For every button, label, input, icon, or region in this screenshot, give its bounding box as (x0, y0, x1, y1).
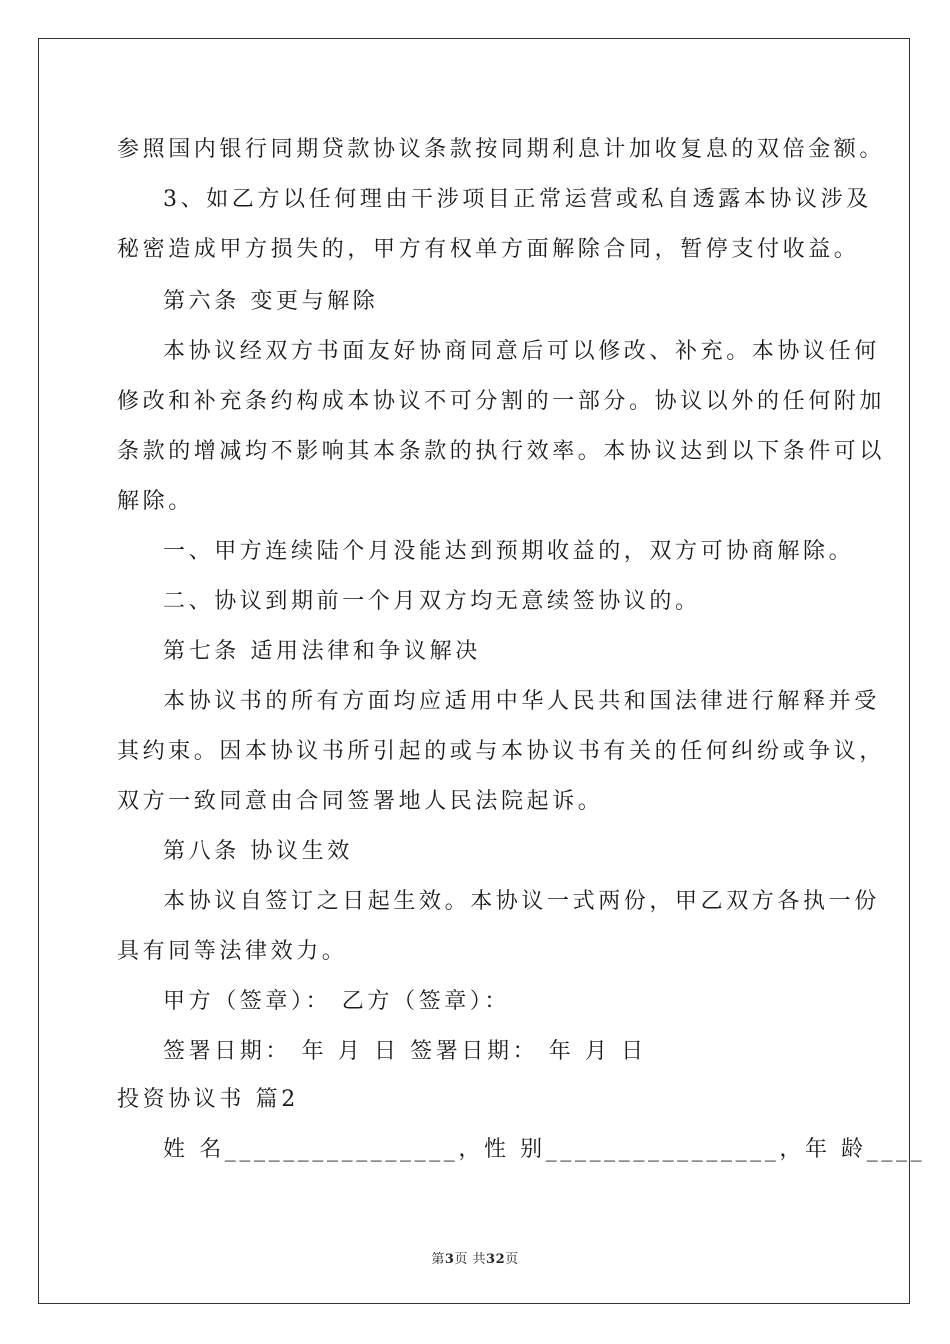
section-heading: 第七条 适用法律和争议解决 (163, 639, 481, 664)
paragraph-line: 秘密造成甲方损失的，甲方有权单方面解除合同，暂停支付收益。 (117, 237, 860, 262)
paragraph-line: 解除。 (117, 489, 194, 514)
footer-suffix: 页 (505, 1252, 519, 1267)
form-line: 姓 名________________，性 别________________，年 龄____ (163, 1137, 926, 1162)
paragraph-line: 修改和补充条约构成本协议不可分割的一部分。协议以外的任何附加 (117, 389, 886, 414)
paragraph-line: 双方一致同意由合同签署地人民法院起诉。 (117, 789, 604, 814)
footer-total-pages: 32 (486, 1252, 506, 1267)
footer-page-number: 3 (444, 1252, 455, 1267)
paragraph-line: 具有同等法律效力。 (117, 939, 348, 964)
paragraph-line: 一、甲方连续陆个月没能达到预期收益的，双方可协商解除。 (163, 539, 855, 564)
paragraph-line: 参照国内银行同期贷款协议条款按同期利息计加收复息的双倍金额。 (117, 137, 886, 162)
page-footer (0, 1248, 950, 1267)
paragraph-line: 本协议经双方书面友好协商同意后可以修改、补充。本协议任何 (163, 339, 880, 364)
footer-prefix: 第 (431, 1252, 445, 1267)
paragraph-line: 3、如乙方以任何理由干涉项目正常运营或私自透露本协议涉及 (163, 187, 872, 212)
date-line: 签署日期： 年 月 日 签署日期： 年 月 日 (163, 1039, 647, 1064)
paragraph-line: 本协议自签订之日起生效。本协议一式两份，甲乙双方各执一份 (163, 889, 880, 914)
footer-mid: 页 共 (454, 1252, 487, 1267)
paragraph-line: 条款的增减均不影响其本条款的执行效率。本协议达到以下条件可以 (117, 439, 886, 464)
document-title: 投资协议书 篇2 (117, 1087, 299, 1112)
section-heading: 第八条 协议生效 (163, 839, 353, 864)
signature-line: 甲方（签章）： 乙方（签章）： (163, 989, 510, 1014)
section-heading: 第六条 变更与解除 (163, 289, 379, 314)
paragraph-line: 本协议书的所有方面均应适用中华人民共和国法律进行解释并受 (163, 689, 880, 714)
paragraph-line: 其约束。因本协议书所引起的或与本协议书有关的任何纠纷或争议， (117, 739, 886, 764)
paragraph-line: 二、协议到期前一个月双方均无意续签协议的。 (163, 589, 701, 614)
